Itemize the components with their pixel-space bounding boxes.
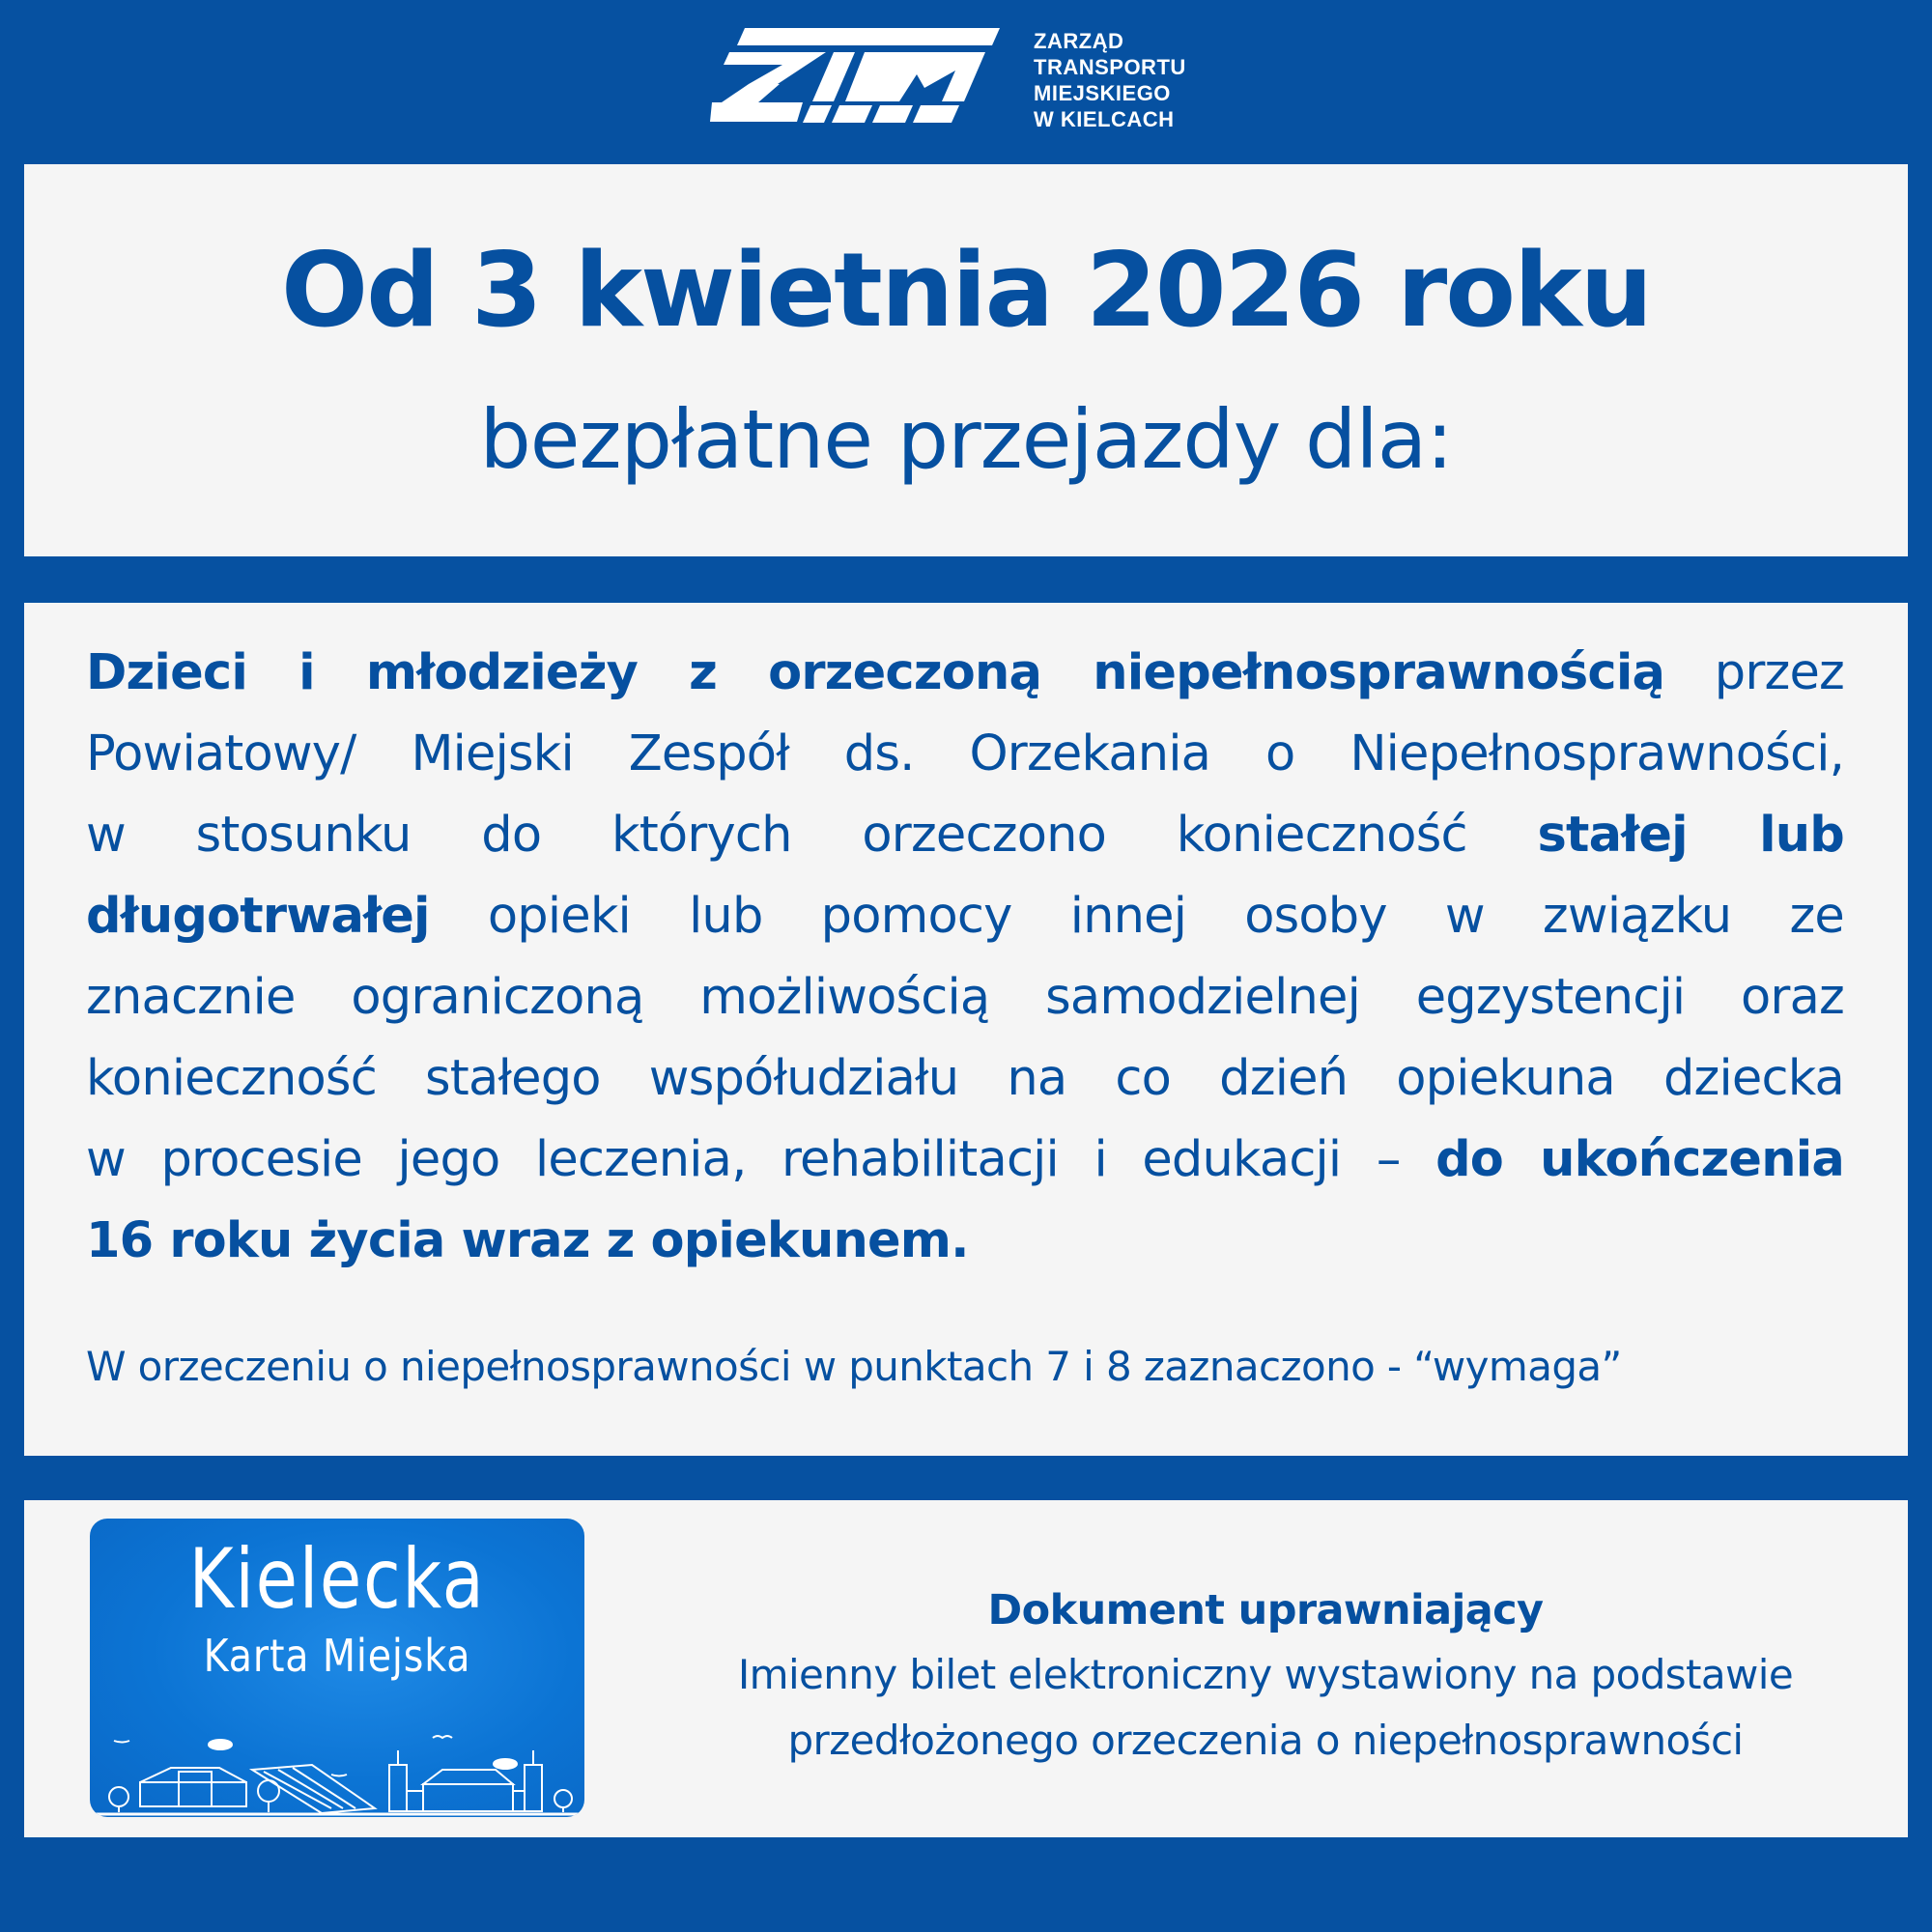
document-info	[638, 1578, 1893, 1774]
page-title: Od 3 kwietnia 2026 roku	[280, 231, 1652, 350]
eligibility-line	[86, 1201, 1844, 1282]
eligibility-text	[86, 633, 1844, 1282]
eligibility-line	[86, 1038, 1844, 1120]
logo-line: ZARZĄD	[1034, 29, 1124, 53]
city-card-image	[90, 1519, 584, 1817]
logo-line: TRANSPORTU	[1034, 55, 1186, 79]
header-panel	[24, 164, 1908, 556]
document-description-line: przedłożonego orzeczenia o niepełnosprawności	[787, 1717, 1744, 1764]
body-text-segment: w stosunku do których orzeczono konieczność	[86, 807, 1538, 864]
document-title: Dokument uprawniający	[987, 1586, 1544, 1634]
eligibility-line	[86, 876, 1844, 957]
page-subtitle: bezpłatne przejazdy dla:	[479, 392, 1453, 487]
emphasis-text: stałej lub	[1537, 807, 1844, 864]
ztm-logo-icon	[710, 28, 1000, 125]
card-title: Kielecka	[188, 1531, 486, 1628]
eligibility-line	[86, 1120, 1844, 1201]
card-subtitle: Karta Miejska	[203, 1630, 471, 1682]
body-text-segment: przez	[1664, 644, 1844, 701]
ztm-logo	[710, 28, 1212, 131]
city-skyline-icon	[90, 1712, 584, 1817]
document-description-line: Imienny bilet elektroniczny wystawiony na podstawie	[737, 1651, 1794, 1698]
body-text-segment: znacznie ograniczoną możliwością samodzielnej egzystencji oraz	[86, 969, 1844, 1026]
eligibility-line	[86, 714, 1844, 795]
emphasis-text: 16 roku życia wraz z opiekunem.	[86, 1212, 969, 1269]
eligibility-line	[86, 633, 1844, 714]
eligibility-line	[86, 957, 1844, 1038]
body-text-segment: opieki lub pomocy innej osoby w związku ze	[429, 888, 1844, 945]
emphasis-text: Dzieci i młodzieży z orzeczoną niepełnosprawnością	[86, 644, 1665, 701]
logo-line: MIEJSKIEGO	[1034, 81, 1171, 105]
body-text-segment: konieczność stałego współudziału na co dzień opiekuna dziecka	[86, 1050, 1844, 1107]
logo-text	[1034, 28, 1186, 132]
eligibility-line	[86, 795, 1844, 876]
emphasis-text: do ukończenia	[1435, 1131, 1845, 1188]
body-text-segment: Powiatowy/ Miejski Zespół ds. Orzekania o Niepełnosprawności,	[86, 725, 1844, 782]
body-text-segment: w procesie jego leczenia, rehabilitacji i edukacji –	[86, 1131, 1436, 1188]
logo-line: W KIELCACH	[1034, 107, 1175, 131]
eligibility-note: W orzeczeniu o niepełnosprawności w punktach 7 i 8 zaznaczono - “wymaga”	[86, 1343, 1622, 1390]
emphasis-text: długotrwałej	[86, 888, 430, 945]
